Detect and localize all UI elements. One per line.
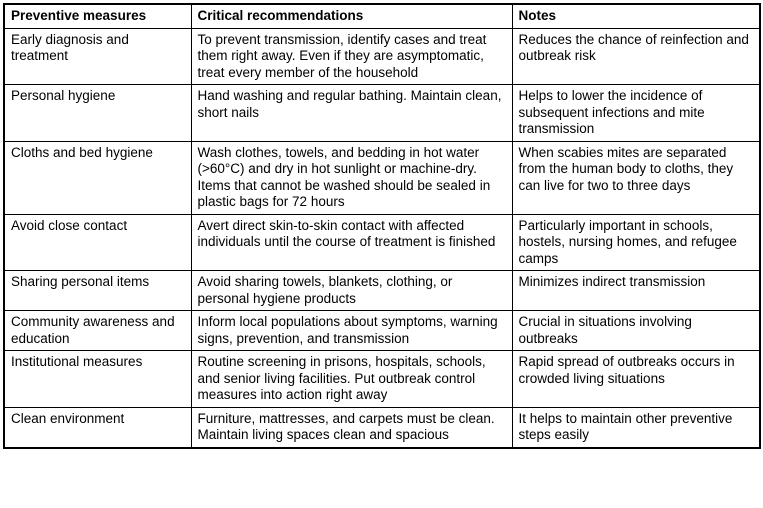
cell-recommendation: Inform local populations about symptoms, warning signs, prevention, and transmission xyxy=(191,311,512,351)
cell-measure: Sharing personal items xyxy=(4,271,191,311)
table-row xyxy=(4,271,760,311)
cell-note: When scabies mites are separated from the human body to cloths, they can live for two to three days xyxy=(512,141,760,214)
cell-measure: Community awareness and education xyxy=(4,311,191,351)
cell-measure: Early diagnosis and treatment xyxy=(4,28,191,85)
cell-recommendation: Routine screening in prisons, hospitals, schools, and senior living facilities. Put outbreak control measures into action right away xyxy=(191,351,512,408)
table-row xyxy=(4,214,760,271)
cell-measure: Personal hygiene xyxy=(4,85,191,142)
table-row xyxy=(4,85,760,142)
cell-recommendation: Wash clothes, towels, and bedding in hot water (>60°C) and dry in hot sunlight or machine-dry. Items that cannot be washed should be sealed in plastic bags for 72 hours xyxy=(191,141,512,214)
table-row xyxy=(4,28,760,85)
cell-measure: Cloths and bed hygiene xyxy=(4,141,191,214)
cell-note: Minimizes indirect transmission xyxy=(512,271,760,311)
cell-note: Helps to lower the incidence of subsequent infections and mite transmission xyxy=(512,85,760,142)
header-notes: Notes xyxy=(512,4,760,28)
cell-note: Particularly important in schools, hostels, nursing homes, and refugee camps xyxy=(512,214,760,271)
cell-measure: Avoid close contact xyxy=(4,214,191,271)
cell-note: It helps to maintain other preventive steps easily xyxy=(512,407,760,448)
table-header-row xyxy=(4,4,760,28)
cell-recommendation: Avert direct skin-to-skin contact with affected individuals until the course of treatment is finished xyxy=(191,214,512,271)
cell-measure: Institutional measures xyxy=(4,351,191,408)
cell-note: Reduces the chance of reinfection and outbreak risk xyxy=(512,28,760,85)
cell-recommendation: Avoid sharing towels, blankets, clothing, or personal hygiene products xyxy=(191,271,512,311)
table-row xyxy=(4,141,760,214)
cell-note: Crucial in situations involving outbreaks xyxy=(512,311,760,351)
cell-recommendation: To prevent transmission, identify cases and treat them right away. Even if they are asymptomatic, treat every member of the household xyxy=(191,28,512,85)
header-critical-recommendations: Critical recommendations xyxy=(191,4,512,28)
cell-recommendation: Hand washing and regular bathing. Maintain clean, short nails xyxy=(191,85,512,142)
table-row xyxy=(4,407,760,448)
preventive-measures-table xyxy=(3,3,761,449)
cell-measure: Clean environment xyxy=(4,407,191,448)
header-preventive-measures: Preventive measures xyxy=(4,4,191,28)
cell-recommendation: Furniture, mattresses, and carpets must be clean. Maintain living spaces clean and spacious xyxy=(191,407,512,448)
table-row xyxy=(4,351,760,408)
cell-note: Rapid spread of outbreaks occurs in crowded living situations xyxy=(512,351,760,408)
table-row xyxy=(4,311,760,351)
